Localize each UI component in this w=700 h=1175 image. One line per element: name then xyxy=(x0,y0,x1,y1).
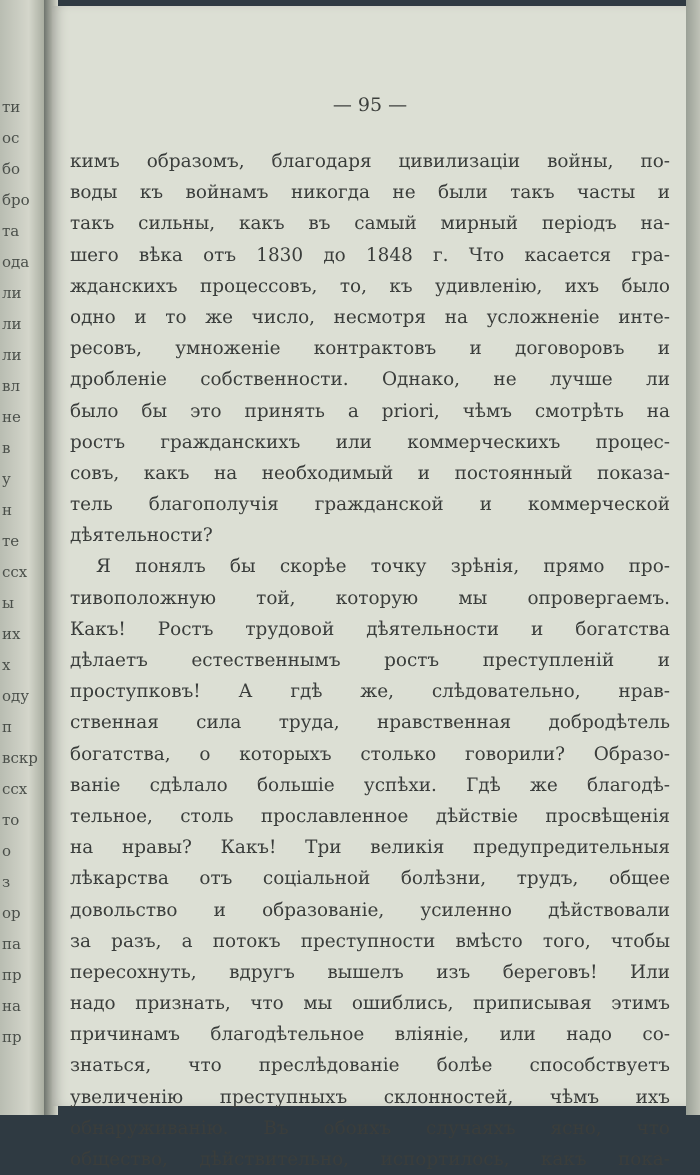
facing-page-fragment: з xyxy=(2,873,11,891)
text-line: надо признать, что мы ошиблись, приписывая этимъ xyxy=(70,993,670,1015)
facing-page-fragment: ти xyxy=(2,98,21,116)
page-stack-edge xyxy=(686,0,700,1115)
facing-page-fragment: х xyxy=(2,656,11,674)
text-line: общество, дѣйствительно, испортилось, какъ пока- xyxy=(70,1149,670,1170)
text-line: Какъ! Ростъ трудовой дѣятельности и богатства xyxy=(70,618,670,640)
facing-page-fragment: оду xyxy=(2,687,30,705)
text-line: проступковъ! А гдѣ же, слѣдовательно, нрав- xyxy=(70,681,670,703)
text-line: тельное, столь прославленное дѣйствіе просвѣщенія xyxy=(70,805,670,827)
facing-page-fragment: те xyxy=(2,532,20,550)
facing-page-fragment: па xyxy=(2,935,21,953)
facing-page-fragment: та xyxy=(2,222,20,240)
facing-page-fragment: пр xyxy=(2,966,22,984)
book-page xyxy=(52,6,688,1170)
facing-page-fragment: вскр xyxy=(2,749,38,767)
text-line: тель благополучія гражданской и коммерческой xyxy=(70,494,670,516)
text-line: ваніе сдѣлало большіе успѣхи. Гдѣ же благодѣ- xyxy=(70,774,670,796)
text-line: знаться, что преслѣдованіе болѣе способствуетъ xyxy=(70,1055,670,1077)
text-line: увеличенію преступныхъ склонностей, чѣмъ ихъ xyxy=(70,1086,670,1108)
facing-page-fragment: бро xyxy=(2,191,30,209)
facing-page-fragment: у xyxy=(2,470,11,488)
facing-page-fragment: то xyxy=(2,811,20,829)
text-line: совъ, какъ на необходимый и постоянный показа- xyxy=(70,462,670,484)
page-number: — 95 — xyxy=(332,94,408,116)
text-line: дробленіе собственности. Однако, не лучше ли xyxy=(70,369,670,391)
text-line: лѣкарства отъ соціальной болѣзни, трудъ, общее xyxy=(70,868,670,890)
facing-page-fragment: ос xyxy=(2,129,20,147)
facing-page-edge xyxy=(0,0,48,1115)
text-line: Я понялъ бы скорѣе точку зрѣнія, прямо про- xyxy=(96,556,670,578)
text-line: дѣлаетъ естественнымъ ростъ преступленій и xyxy=(70,650,670,671)
text-line: воды къ войнамъ никогда не были такъ часты и xyxy=(70,182,670,204)
text-line: ресовъ, умноженіе контрактовъ и договоровъ и xyxy=(70,338,670,360)
facing-page-fragment: ор xyxy=(2,904,21,922)
facing-page-fragment: ы xyxy=(2,594,14,612)
facing-page-fragment: о xyxy=(2,842,12,860)
facing-page-fragment: н xyxy=(2,501,12,519)
text-line: кимъ образомъ, благодаря цивилизаціи войны, по- xyxy=(70,151,670,172)
facing-page-fragment: ссх xyxy=(2,563,28,581)
facing-page-fragment: бо xyxy=(2,160,21,178)
facing-page-fragment: ли xyxy=(2,284,22,302)
text-line: богатства, о которыхъ столько говорили? Образо- xyxy=(70,743,670,765)
facing-page-fragment: в xyxy=(2,439,11,457)
text-line: было бы это принять a priori, чѣмъ смотрѣть на xyxy=(70,400,670,422)
facing-page-fragment: не xyxy=(2,408,21,426)
text-line: тивоположную той, которую мы опровергаемъ. xyxy=(70,587,670,609)
facing-page-fragment: их xyxy=(2,625,21,643)
facing-page-fragment: пр xyxy=(2,1028,22,1046)
text-line: ростъ гражданскихъ или коммерческихъ процес- xyxy=(70,431,670,453)
facing-page-fragment: ли xyxy=(2,315,22,333)
text-line: жданскихъ процессовъ, то, къ удивленію, ихъ было xyxy=(70,275,670,297)
text-line: пересохнуть, вдругъ вышелъ изъ береговъ! Или xyxy=(70,961,670,983)
text-line: за разъ, а потокъ преступности вмѣсто того, чтобы xyxy=(70,930,670,952)
text-line: шего вѣка отъ 1830 до 1848 г. Что касается гра- xyxy=(70,244,670,266)
facing-page-fragment: ссх xyxy=(2,780,28,798)
body-text xyxy=(70,146,670,1175)
facing-page-fragment: ода xyxy=(2,253,30,271)
text-line: ственная сила труда, нравственная добродѣтель xyxy=(70,712,670,734)
text-line: дѣятельности? xyxy=(70,525,213,547)
text-line: довольство и образованіе, усиленно дѣйствовали xyxy=(70,899,670,921)
text-line: обнаруживанію. Въ обоихъ случаяхъ ясно, что xyxy=(70,1117,670,1139)
text-line: одно и то же число, несмотря на усложненіе инте- xyxy=(70,306,670,328)
text-line: причинамъ благодѣтельное вліяніе, или надо со- xyxy=(70,1024,670,1046)
facing-page-fragment: на xyxy=(2,997,21,1015)
facing-page-fragment: п xyxy=(2,718,12,736)
facing-page-fragment: ли xyxy=(2,346,22,364)
text-line: на нравы? Какъ! Три великія предупредительныя xyxy=(70,837,670,859)
text-line: такъ сильны, какъ въ самый мирный періодъ на- xyxy=(70,213,670,235)
facing-page-fragment: вл xyxy=(2,377,20,395)
